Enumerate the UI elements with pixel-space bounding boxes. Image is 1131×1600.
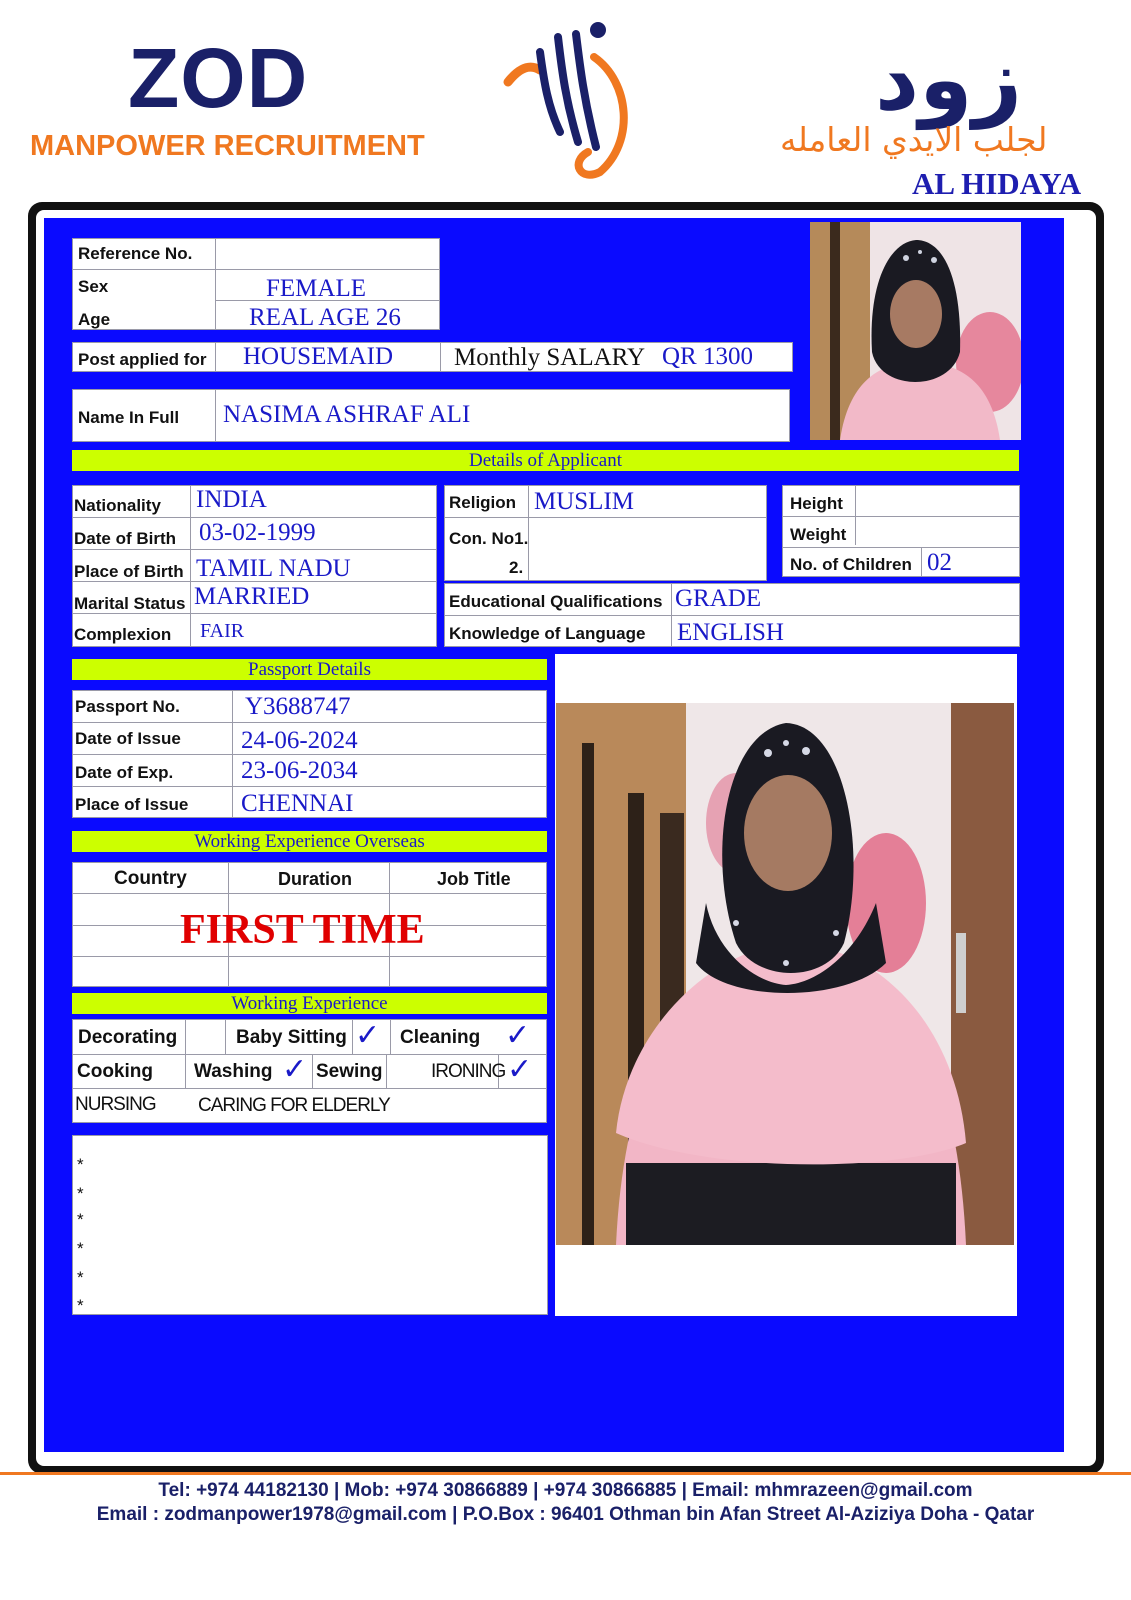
al-hidaya-title: AL HIDAYA (912, 166, 1082, 201)
footer-contact-line: Tel: +974 44182130 | Mob: +974 30866889 | +974 30866885 | Email: mhmrazeen@gmail.com (158, 1480, 973, 1501)
pob-value: TAMIL NADU (196, 555, 351, 582)
religion-value: MUSLIM (534, 488, 635, 515)
nationality-value: INDIA (196, 486, 267, 513)
divider (440, 342, 441, 372)
divider (215, 238, 216, 330)
nationality-label: Nationality (74, 496, 161, 515)
post-value: HOUSEMAID (243, 343, 393, 370)
sex-label: Sex (78, 277, 109, 296)
divider (72, 956, 547, 957)
divider (72, 269, 440, 270)
divider (72, 1088, 547, 1089)
marital-label: Marital Status (74, 594, 186, 613)
divider (72, 517, 437, 518)
name-label: Name In Full (78, 408, 180, 427)
divider (444, 517, 767, 518)
dob-label: Date of Birth (74, 529, 176, 548)
footer-rule (0, 1472, 1131, 1475)
arabic-brand: زود (875, 30, 1023, 130)
issue-date-value: 24-06-2024 (241, 727, 358, 754)
check-icon: ✓ (355, 1019, 381, 1052)
footer-address-line: Email : zodmanpower1978@gmail.com | P.O.Box : 96401 Othman bin Afan Street Al-Aziziya Doha - Qatar (96, 1504, 1035, 1525)
notes-box (72, 1135, 548, 1315)
divider (386, 1054, 387, 1088)
skill-baby-sitting: Baby Sitting (236, 1027, 347, 1048)
reference-label: Reference No. (78, 244, 193, 263)
pob-label: Place of Birth (74, 562, 184, 581)
divider (352, 1019, 353, 1054)
divider (782, 547, 1020, 548)
complexion-label: Complexion (74, 625, 172, 644)
weight-label: Weight (790, 525, 847, 544)
note-bullet: * (77, 1210, 84, 1229)
details-title-bar: Details of Applicant (72, 450, 1019, 471)
divider (72, 786, 547, 787)
expiry-date-value: 23-06-2034 (241, 757, 358, 784)
religion-label: Religion (449, 493, 517, 512)
divider (782, 516, 1020, 517)
col-duration: Duration (278, 869, 352, 889)
divider (72, 893, 547, 894)
passport-no-value: Y3688747 (245, 693, 351, 720)
check-icon: ✓ (505, 1019, 531, 1052)
skill-ironing: IRONING (431, 1061, 506, 1082)
applicant-full-photo (556, 703, 1014, 1245)
skill-nursing: NURSING (75, 1094, 156, 1115)
language-value: ENGLISH (677, 619, 784, 646)
salary-label: Monthly SALARY (454, 344, 646, 371)
first-time-note: FIRST TIME (180, 907, 425, 953)
note-bullet: * (77, 1296, 84, 1315)
marital-value: MARRIED (194, 583, 310, 610)
divider (72, 1054, 547, 1055)
note-bullet: * (77, 1184, 84, 1203)
name-value: NASIMA ASHRAF ALI (223, 401, 471, 428)
skill-caring-elderly: CARING FOR ELDERLY (198, 1095, 390, 1116)
divider (444, 615, 1020, 616)
col-country: Country (114, 868, 187, 889)
issue-place-value: CHENNAI (241, 790, 354, 817)
divider (921, 547, 922, 577)
skill-washing: Washing (194, 1061, 273, 1082)
skill-sewing: Sewing (316, 1061, 383, 1082)
brand-subtitle: MANPOWER RECRUITMENT (30, 130, 425, 162)
skill-decorating: Decorating (78, 1027, 178, 1048)
check-icon: ✓ (282, 1053, 308, 1086)
issue-date-label: Date of Issue (75, 729, 181, 748)
height-label: Height (790, 494, 843, 513)
children-value: 02 (927, 549, 952, 576)
divider (225, 1019, 226, 1054)
arabic-subtitle: لجلب الايدي العامله (780, 120, 1048, 159)
divider (215, 342, 216, 372)
note-bullet: * (77, 1239, 84, 1258)
skill-cleaning: Cleaning (400, 1027, 481, 1048)
col-job-title: Job Title (437, 869, 511, 889)
passport-no-label: Passport No. (75, 697, 180, 716)
divider (312, 1054, 313, 1088)
applicant-portrait-small (810, 222, 1021, 440)
logo-icon (500, 12, 640, 182)
divider (855, 485, 856, 545)
expiry-date-label: Date of Exp. (75, 763, 174, 782)
note-bullet: * (77, 1155, 84, 1174)
check-icon: ✓ (507, 1053, 533, 1086)
skill-cooking: Cooking (77, 1061, 153, 1082)
education-label: Educational Qualifications (449, 592, 663, 611)
divider (390, 1019, 391, 1054)
age-value: REAL AGE 26 (249, 304, 401, 331)
divider (215, 389, 216, 442)
complexion-value: FAIR (200, 620, 245, 642)
language-label: Knowledge of Language (449, 624, 646, 643)
divider (72, 722, 547, 723)
education-value: GRADE (675, 585, 762, 612)
age-label: Age (78, 310, 111, 329)
divider (72, 549, 437, 550)
contact2-label: 2. (509, 558, 524, 577)
divider (185, 1019, 186, 1088)
brand-title: ZOD (128, 31, 309, 125)
dob-value: 03-02-1999 (199, 519, 316, 546)
contact1-label: Con. No1. (449, 529, 529, 548)
children-label: No. of Children (790, 555, 912, 574)
divider (190, 485, 191, 647)
overseas-title-bar: Working Experience Overseas (72, 831, 547, 852)
sex-value: FEMALE (266, 275, 366, 302)
experience-title-bar: Working Experience (72, 993, 547, 1014)
passport-title-bar: Passport Details (72, 659, 547, 680)
post-label: Post applied for (78, 350, 207, 369)
note-bullet: * (77, 1268, 84, 1287)
salary-value: QR 1300 (662, 343, 753, 370)
issue-place-label: Place of Issue (75, 795, 189, 814)
